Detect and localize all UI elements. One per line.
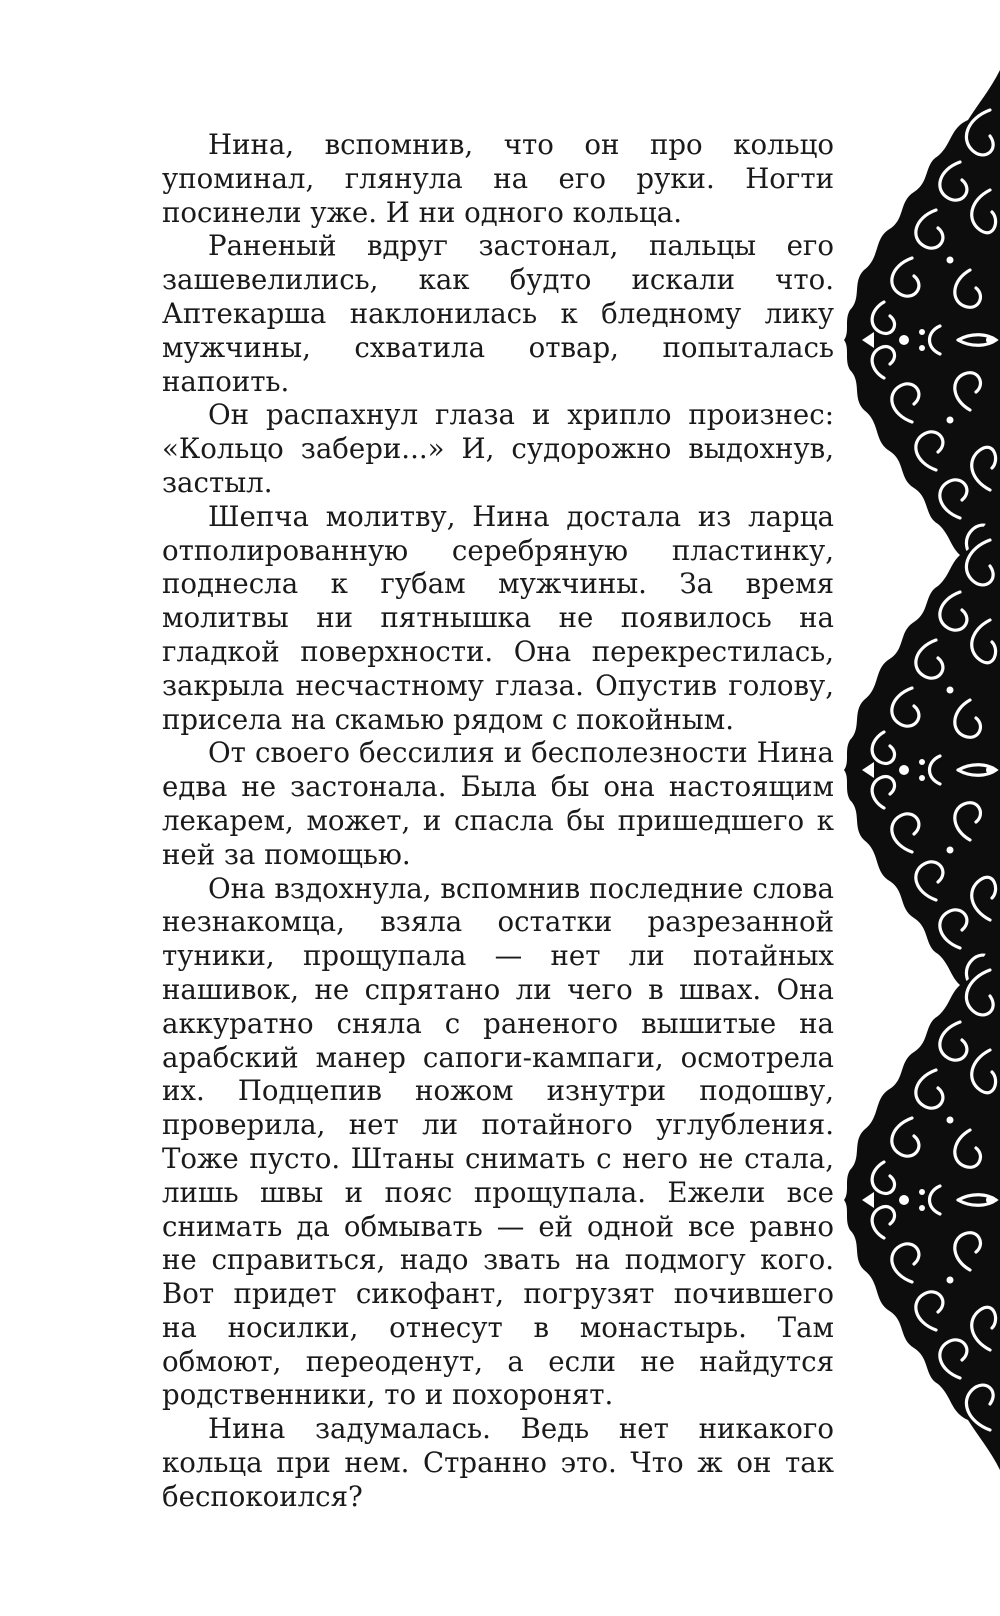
paragraph-2: Раненый вдруг застонал, пальцы его зашевелились, как будто искали что. Аптекарша наклонилась к бледному лику мужчины, схватила отвар, попыталась напоить.	[162, 229, 834, 398]
paragraph-7: Нина задумалась. Ведь нет никакого кольца при нем. Странно это. Что ж он так беспокоился?	[162, 1412, 834, 1513]
paragraph-3: Он распахнул глаза и хрипло произнес: «Кольцо забери...» И, судорожно выдохнув, застыл.	[162, 398, 834, 499]
paragraph-5: От своего бессилия и бесполезности Нина едва не застонала. Была бы она настоящим лекарем, может, и спасла бы пришедшего к ней за помощью.	[162, 736, 834, 871]
paragraph-6: Она вздохнула, вспомнив последние слова незнакомца, взяла остатки разрезанной туники, прощупала — нет ли потайных нашивок, не спрятано ли чего в швах. Она аккуратно сняла с раненого вышитые на арабский манер сапоги-кампаги, осмотрела их. Подцепив ножом изнутри подошву, проверила, нет ли потайного углубления. Тоже пусто. Штаны снимать с него не стала, лишь швы и пояс прощупала. Ежели все снимать да обмывать — ей одной все равно не справиться, надо звать на подмогу кого. Вот придет сикофант, погрузят почившего на носилки, отнесут в монастырь. Там обмоют, переоденут, а если не найдутся родственники, то и похоронят.	[162, 871, 834, 1412]
paragraph-4: Шепча молитву, Нина достала из ларца отполированную серебряную пластинку, поднесла к губам мужчины. За время молитвы ни пятнышка не появилось на гладкой поверхности. Она перекрестилась, закрыла несчастному глаза. Опустив голову, присела на скамью рядом с покойным.	[162, 499, 834, 736]
arabesque-border-ornament-icon	[840, 0, 1000, 1616]
body-text	[162, 128, 834, 1514]
paragraph-1: Нина, вспомнив, что он про кольцо упоминал, глянула на его руки. Ногти посинели уже. И ни одного кольца.	[162, 128, 834, 229]
